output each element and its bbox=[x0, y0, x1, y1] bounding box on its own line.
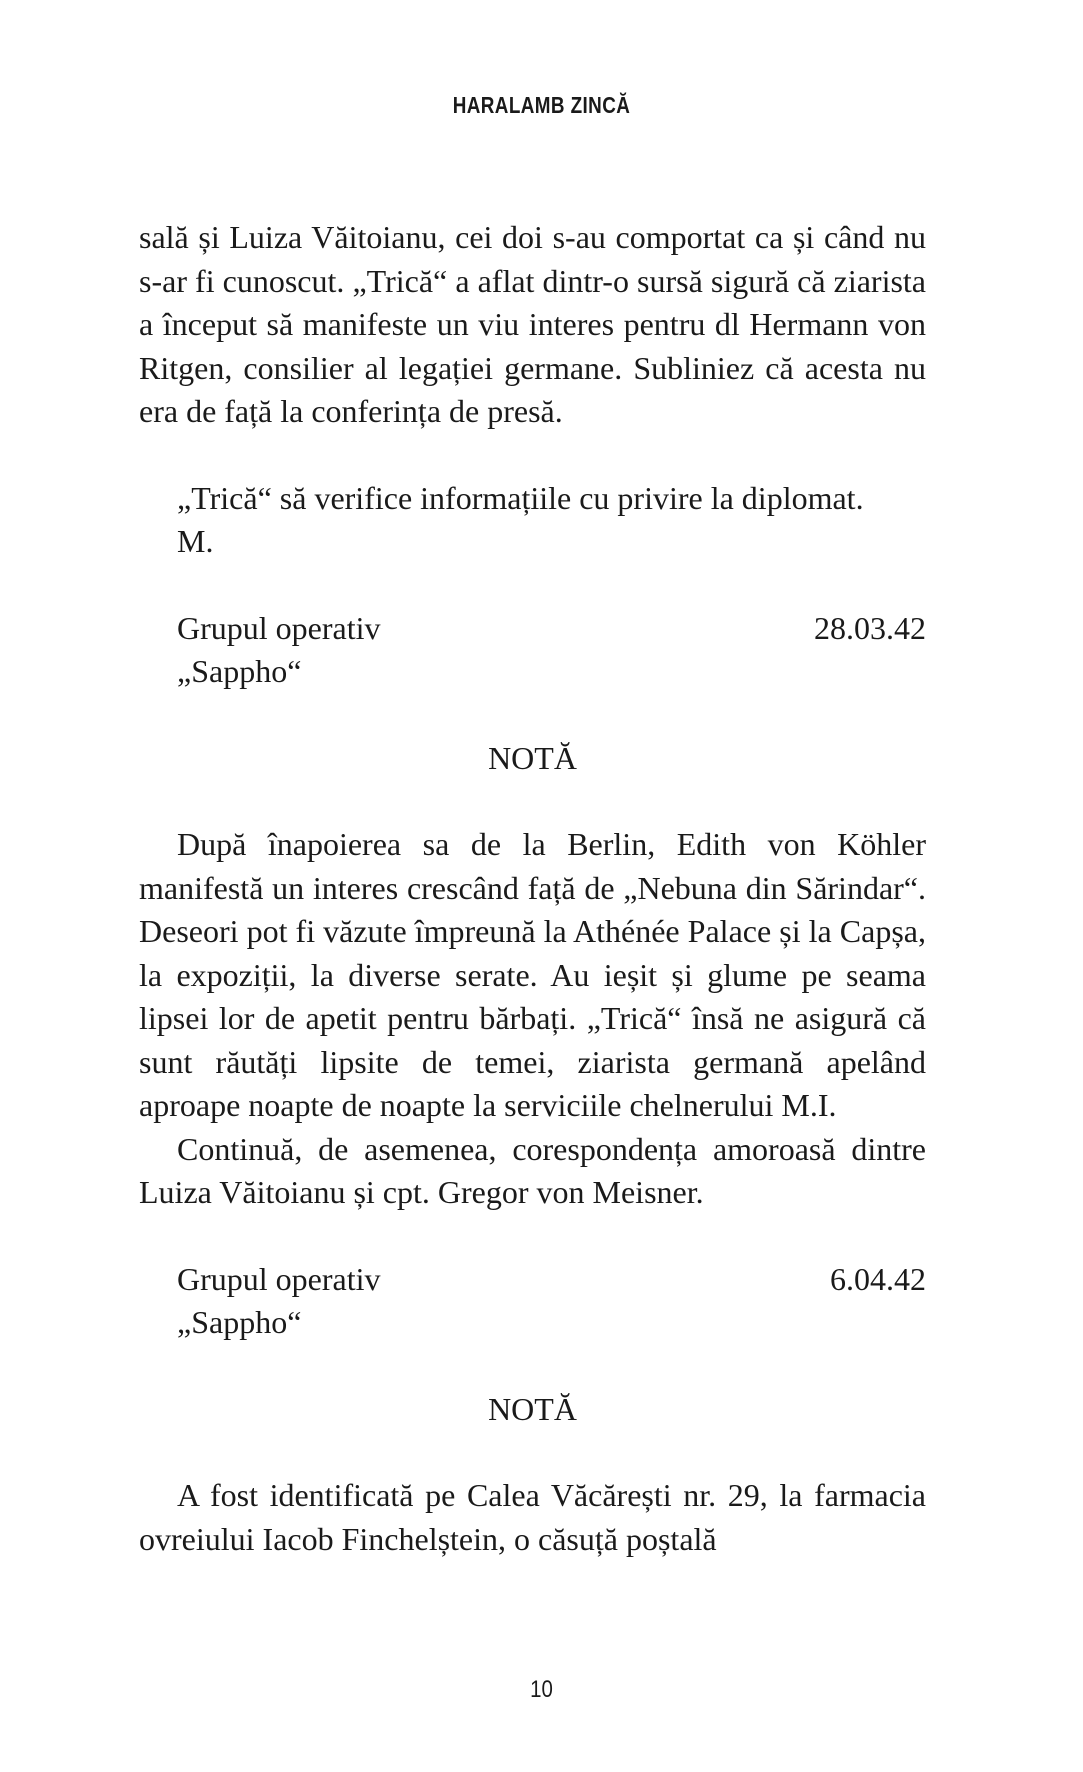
paragraph-continued: sală și Luiza Văitoianu, cei doi s-au comportat ca și când nu s-ar fi cunoscut. „Trică“ a aflat dintr-o sursă sigură că ziarista a început să manifeste un viu interes pentru dl Hermann von Ritgen, consilier al legației germane. Subliniez că acesta nu era de față la conferința de presă. bbox=[139, 219, 926, 429]
note1-paragraph-1: După înapoierea sa de la Berlin, Edith von Köhler manifestă un interes crescând față de „Nebuna din Sărindar“. Deseori pot fi văzute împreună la Athénée Palace și la Capșa, la expoziții, la diverse serate. Au ieșit și glume pe seama lipsei lor de apetit pentru bărbați. „Trică“ însă ne asigură că sunt răutăți lipsite de temei, ziarista germană apelând aproape noapte de noapte la serviciile chelnerului M.I. bbox=[139, 826, 926, 1123]
note1-group: Grupul operativ bbox=[177, 609, 381, 646]
spacer bbox=[139, 1215, 926, 1258]
annotation-signature: M. bbox=[177, 523, 214, 559]
spacer bbox=[139, 694, 926, 737]
annotation-line: „Trică“ să verifice informațiile cu privire la diplomat. bbox=[177, 479, 864, 516]
note1-group-name: „Sappho“ bbox=[177, 653, 302, 689]
spacer bbox=[139, 1345, 926, 1388]
spacer bbox=[139, 780, 926, 823]
note2-date: 6.04.42 bbox=[830, 1260, 926, 1297]
note1-paragraph-2: Continuă, de asemenea, corespondența amoroasă dintre Luiza Văitoianu și cpt. Gregor von Meisner. bbox=[139, 1130, 926, 1210]
note1-title: NOTĂ bbox=[488, 739, 577, 776]
note1-header-row bbox=[139, 607, 926, 651]
page-body bbox=[139, 216, 926, 1561]
spacer bbox=[139, 1431, 926, 1474]
spacer bbox=[139, 434, 926, 477]
note2-group: Grupul operativ bbox=[177, 1260, 381, 1297]
running-header-author: HARALAMB ZINCĂ bbox=[452, 92, 631, 118]
note2-group-name: „Sappho“ bbox=[177, 1304, 302, 1340]
note1-date: 28.03.42 bbox=[814, 609, 926, 646]
spacer bbox=[139, 564, 926, 607]
note2-title: NOTĂ bbox=[488, 1390, 577, 1427]
note2-header-row bbox=[139, 1258, 926, 1302]
page-number: 10 bbox=[530, 1676, 553, 1703]
note2-paragraph-1: A fost identificată pe Calea Văcărești nr. 29, la farmacia ovreiului Iacob Finchelștein, o căsuță poștală bbox=[139, 1477, 926, 1557]
